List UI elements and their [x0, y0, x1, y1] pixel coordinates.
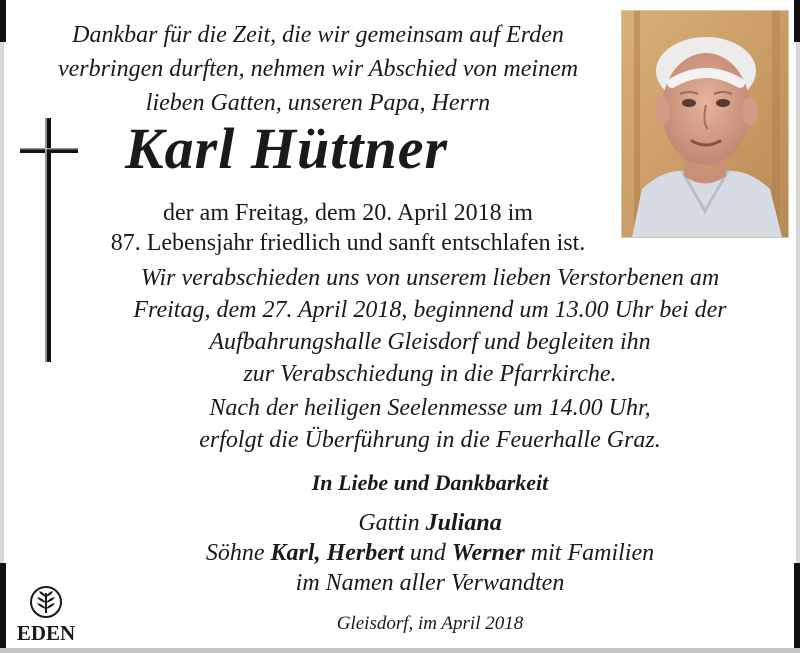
eden-logo-text: EDEN: [16, 621, 76, 645]
transfer-line: erfolgt die Überführung in die Feuerhalle Graz.: [199, 427, 661, 453]
deceased-name: Karl Hüttner: [125, 116, 449, 181]
family-suffix: mit Familien: [524, 540, 655, 566]
intro-line: lieben Gatten, unseren Papa, Herrn: [145, 90, 491, 116]
family-line-relatives: im Namen aller Verwandten: [295, 570, 565, 596]
family-prefix: Söhne: [205, 540, 271, 566]
intro-line: Dankbar für die Zeit, die wir gemeinsam auf Erden: [72, 22, 564, 48]
intro-text: [28, 18, 608, 120]
ceremony-text: [80, 262, 780, 390]
eden-logo: [10, 585, 82, 645]
death-line: der am Freitag, dem 20. April 2018 im: [163, 200, 533, 226]
family-line-wife: [80, 508, 780, 538]
ceremony-line: Wir verabschieden uns von unserem lieben Verstorbenen am: [140, 265, 720, 291]
place-date: Gleisdorf, im April 2018: [336, 613, 524, 634]
ceremony-line: zur Verabschiedung in die Pfarrkirche.: [243, 361, 617, 387]
intro-line: verbringen durften, nehmen wir Abschied von meinem: [57, 56, 579, 82]
tree-icon: [10, 585, 82, 621]
death-line: 87. Lebensjahr friedlich und sanft entschlafen ist.: [110, 230, 586, 256]
death-text: [78, 198, 618, 258]
son-last-name: Werner: [451, 540, 525, 566]
portrait-image: [622, 11, 788, 237]
sons-names: Karl, Herbert: [270, 540, 404, 566]
transfer-line: Nach der heiligen Seelenmesse um 14.00 Uhr,: [209, 395, 651, 421]
cross-icon: [20, 118, 80, 362]
family-prefix: Gattin: [358, 510, 426, 536]
funeral-transfer-text: [80, 392, 780, 456]
family-line-sons: [80, 538, 780, 568]
ceremony-line: Freitag, dem 27. April 2018, beginnend um 13.00 Uhr bei der: [133, 297, 727, 323]
portrait-photo: [621, 10, 789, 238]
wife-name: Juliana: [425, 510, 502, 536]
ceremony-line: Aufbahrungshalle Gleisdorf und begleiten ihn: [209, 329, 651, 355]
family-signature: [80, 508, 780, 598]
family-connector: und: [403, 540, 452, 566]
closing-phrase: In Liebe und Dankbarkeit: [311, 470, 549, 495]
